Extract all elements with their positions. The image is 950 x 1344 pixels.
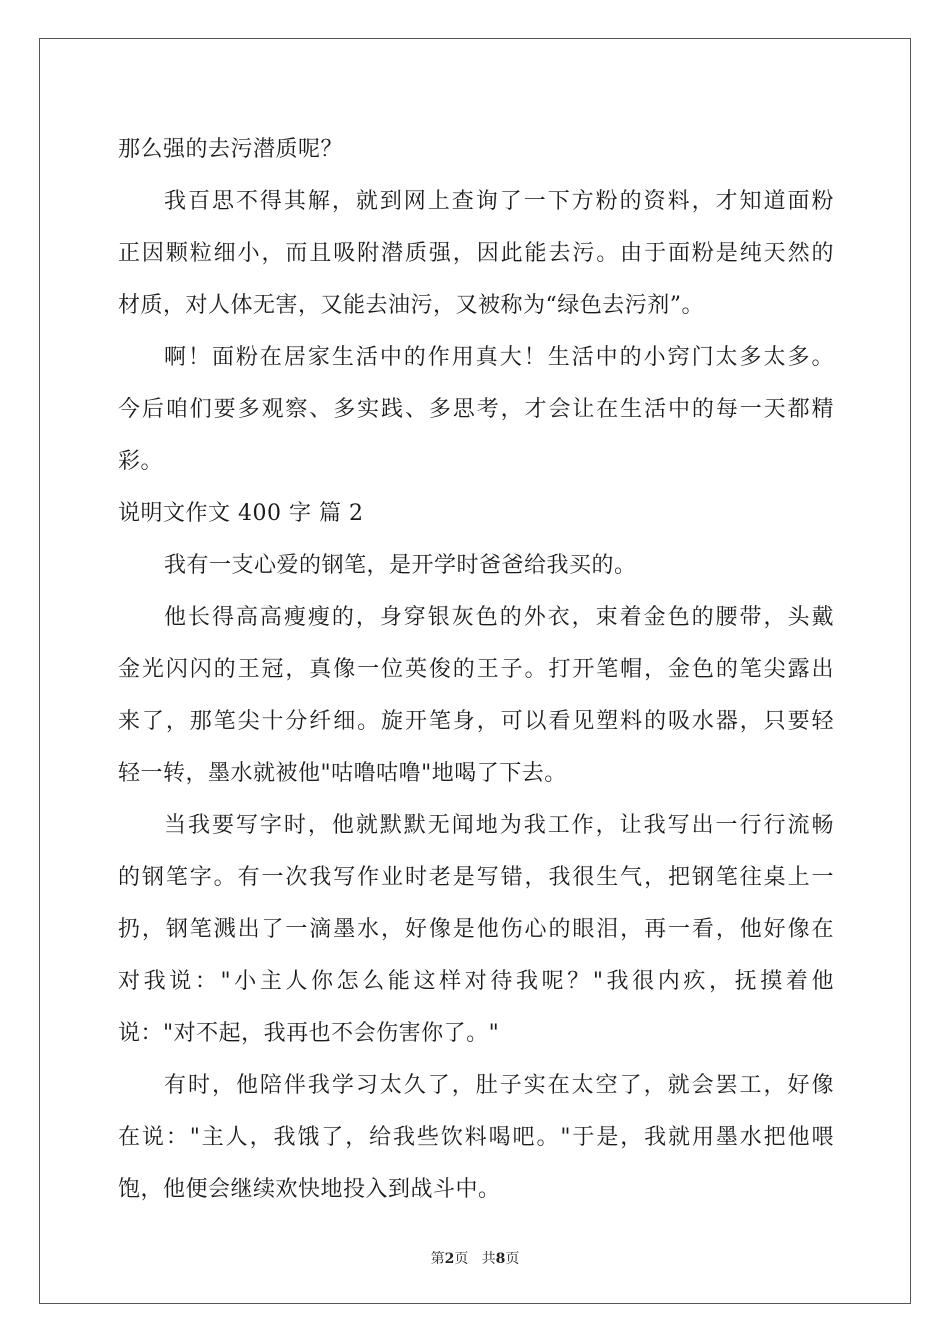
- text-line: 的钢笔字。有一次我写作业时老是写错，我很生气，把钢笔往桌上一: [118, 865, 834, 890]
- text-line: 材质，对人体无害，又能去油污，又被称为“绿色去污剂”。: [118, 293, 704, 318]
- document-body: [118, 124, 834, 1216]
- text-line: 我有一支心爱的钢笔，是开学时爸爸给我买的。: [164, 553, 637, 578]
- text-line: 对我说："小主人你怎么能这样对待我呢？"我很内疚，抚摸着他: [118, 969, 834, 994]
- text-line: 他长得高高瘦瘦的，身穿银灰色的外衣，束着金色的腰带，头戴: [164, 605, 834, 630]
- text-line: 轻一转，墨水就被他"咕噜咕噜"地喝了下去。: [118, 761, 567, 786]
- page-footer: [0, 1248, 950, 1268]
- text-line: 来了，那笔尖十分纤细。旋开笔身，可以看见塑料的吸水器，只要轻: [118, 709, 834, 734]
- text-line: 在说："主人，我饿了，给我些饮料喝吧。"于是，我就用墨水把他喂: [118, 1125, 834, 1150]
- text-line: 啊！面粉在居家生活中的作用真大！生活中的小窍门太多太多。: [164, 345, 834, 370]
- text-line: 那么强的去污潜质呢？: [118, 137, 344, 162]
- footer-page-suffix: 页: [454, 1251, 469, 1267]
- text-line: 我百思不得其解，就到网上查询了一下方粉的资料，才知道面粉: [164, 189, 834, 214]
- footer-total-suffix: 页: [505, 1251, 520, 1267]
- text-line: 有时，他陪伴我学习太久了，肚子实在太空了，就会罢工，好像: [164, 1073, 834, 1098]
- text-line: 金光闪闪的王冠，真像一位英俊的王子。打开笔帽，金色的笔尖露出: [118, 657, 834, 682]
- text-line: 饱，他便会继续欢快地投入到战斗中。: [118, 1177, 501, 1202]
- text-line: 说："对不起，我再也不会伤害你了。": [118, 1021, 500, 1046]
- footer-page-prefix: 第: [430, 1251, 445, 1267]
- text-line: 当我要写字时，他就默默无闻地为我工作，让我写出一行行流畅: [164, 813, 834, 838]
- footer-page-current: 2: [444, 1251, 455, 1267]
- text-line: 扔，钢笔溅出了一滴墨水，好像是他伤心的眼泪，再一看，他好像在: [118, 917, 834, 942]
- text-line: 彩。: [118, 449, 164, 474]
- footer-page-total: 8: [495, 1251, 506, 1267]
- footer-total-prefix: 共: [481, 1251, 496, 1267]
- text-line: 今后咱们要多观察、多实践、多思考，才会让在生活中的每一天都精: [118, 397, 834, 422]
- text-line: 正因颗粒细小，而且吸附潜质强，因此能去污。由于面粉是纯天然的: [118, 241, 834, 266]
- section-heading: 说明文作文 400 字 篇 2: [118, 501, 364, 526]
